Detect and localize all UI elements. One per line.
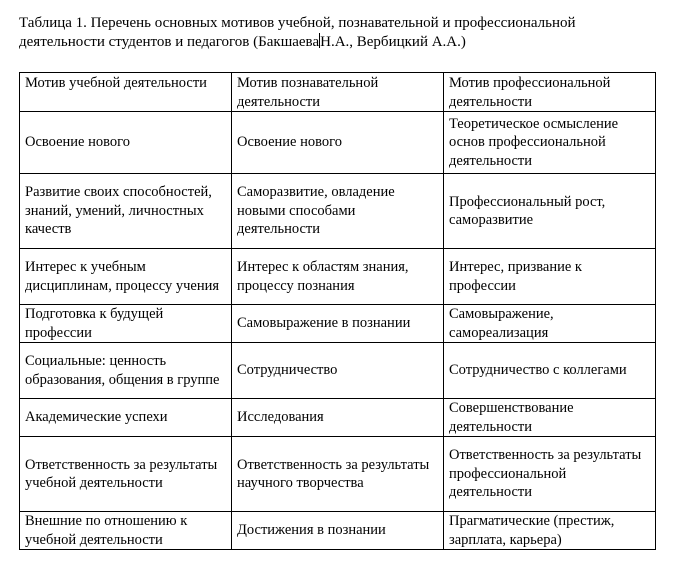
table-cell: Ответственность за результаты профессиональной деятельности bbox=[444, 437, 656, 512]
table-cell: Достижения в познании bbox=[232, 512, 444, 550]
table-cell: Социальные: ценность образования, общения в группе bbox=[20, 343, 232, 399]
table-row bbox=[20, 343, 656, 399]
table-cell: Интерес, призвание к профессии bbox=[444, 249, 656, 305]
header-cell-learning-motive: Мотив учебной деятельности bbox=[20, 73, 232, 112]
motives-table bbox=[19, 72, 656, 550]
table-row bbox=[20, 437, 656, 512]
table-cell: Сотрудничество с коллегами bbox=[444, 343, 656, 399]
table-row bbox=[20, 112, 656, 174]
table-cell: Интерес к областям знания, процессу познания bbox=[232, 249, 444, 305]
table-caption bbox=[19, 14, 659, 52]
table-cell: Совершенствование деятельности bbox=[444, 399, 656, 437]
table-cell: Профессиональный рост, саморазвитие bbox=[444, 174, 656, 249]
table-cell: Самовыражение, самореализация bbox=[444, 305, 656, 343]
table-row bbox=[20, 174, 656, 249]
header-cell-cognitive-motive: Мотив познавательной деятельности bbox=[232, 73, 444, 112]
table-cell: Академические успехи bbox=[20, 399, 232, 437]
caption-text-part2: Н.А., Вербицкий А.А.) bbox=[320, 34, 466, 50]
table-cell: Прагматические (престиж, зарплата, карьера) bbox=[444, 512, 656, 550]
table-row bbox=[20, 399, 656, 437]
table-cell: Внешние по отношению к учебной деятельности bbox=[20, 512, 232, 550]
caption-text-part1: Таблица 1. Перечень основных мотивов учебной, познавательной и профессиональной деятельности студентов и педагогов (Бакшаева bbox=[19, 15, 576, 50]
table-cell: Сотрудничество bbox=[232, 343, 444, 399]
table-cell: Интерес к учебным дисциплинам, процессу учения bbox=[20, 249, 232, 305]
table-cell: Саморазвитие, овладение новыми способами деятельности bbox=[232, 174, 444, 249]
table-cell: Развитие своих способностей, знаний, умений, личностных качеств bbox=[20, 174, 232, 249]
table-cell: Ответственность за результаты учебной деятельности bbox=[20, 437, 232, 512]
table-row bbox=[20, 305, 656, 343]
table-cell: Теоретическое осмысление основ профессиональной деятельности bbox=[444, 112, 656, 174]
table-cell: Освоение нового bbox=[232, 112, 444, 174]
header-cell-professional-motive: Мотив профессиональной деятельности bbox=[444, 73, 656, 112]
table-cell: Самовыражение в познании bbox=[232, 305, 444, 343]
table-row bbox=[20, 249, 656, 305]
table-row bbox=[20, 512, 656, 550]
table-cell: Ответственность за результаты научного творчества bbox=[232, 437, 444, 512]
table-cell: Освоение нового bbox=[20, 112, 232, 174]
table-cell: Подготовка к будущей профессии bbox=[20, 305, 232, 343]
table-header-row bbox=[20, 73, 656, 112]
table-cell: Исследования bbox=[232, 399, 444, 437]
